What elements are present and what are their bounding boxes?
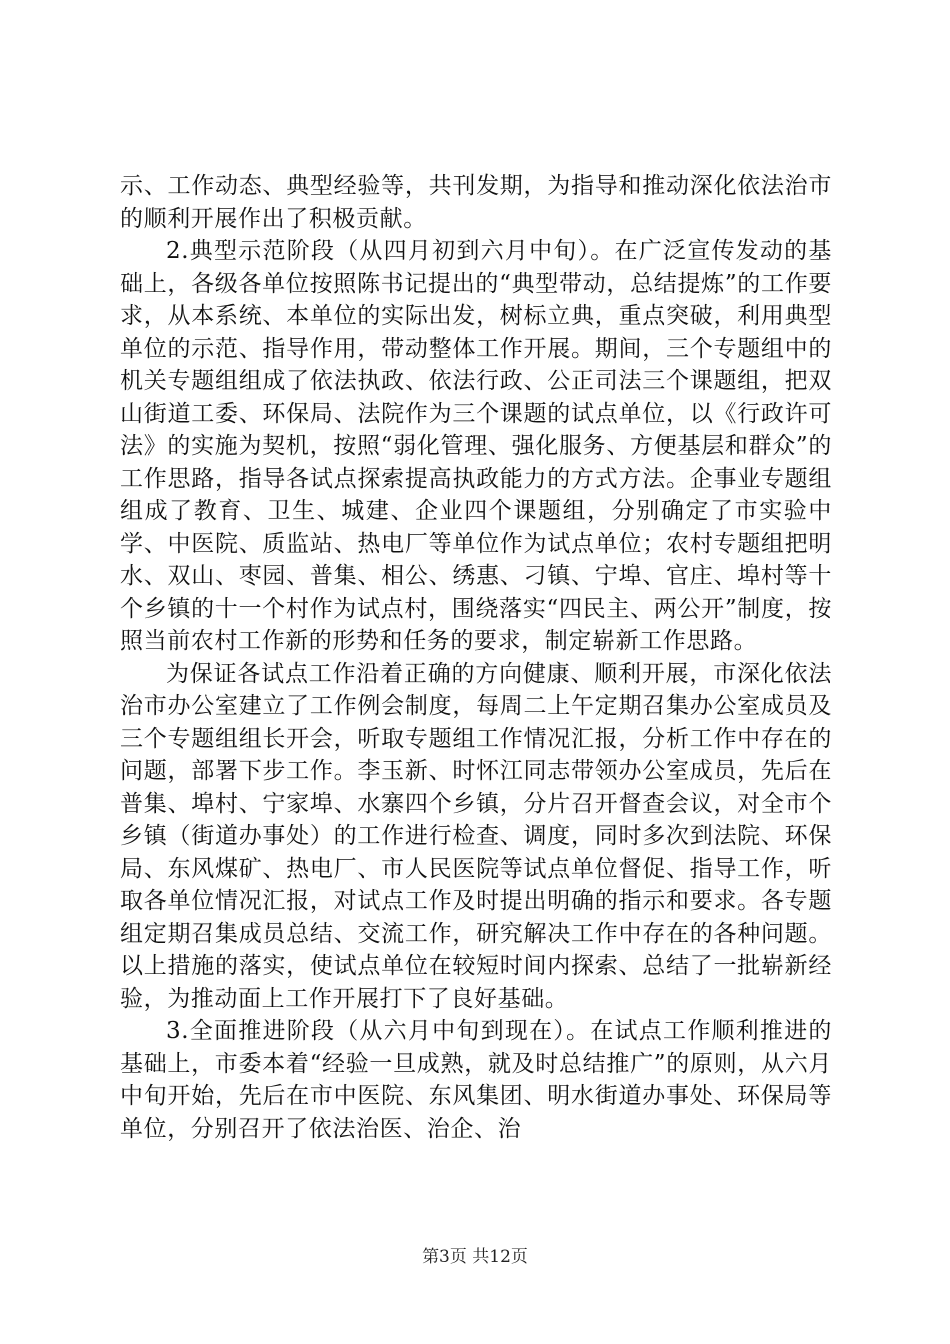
paragraph-continuation: 示、工作动态、典型经验等，共刊发期，为指导和推动深化依法治市的顺利开展作出了积极贡献。: [120, 173, 832, 232]
paragraph-stage-3: 3.全面推进阶段（从六月中旬到现在）。在试点工作顺利推进的基础上，市委本着“经验一旦成熟，就及时总结推广”的原则，从六月中旬开始，先后在市中医院、东风集团、明水街道办事处、环保局等单位，分别召开了依法治医、治企、治: [120, 1018, 832, 1142]
page-number-footer: 第3页 共12页: [422, 1247, 528, 1267]
paragraph-pilot-work: 为保证各试点工作沿着正确的方向健康、顺利开展，市深化依法治市办公室建立了工作例会制度，每周二上午定期召集办公室成员及三个专题组组长开会，听取专题组工作情况汇报，分析工作中存在的问题，部署下步工作。李玉新、时怀江同志带领办公室成员，先后在普集、埠村、宁家埠、水寨四个乡镇，分片召开督查会议，对全市个乡镇（街道办事处）的工作进行检查、调度，同时多次到法院、环保局、东风煤矿、热电厂、市人民医院等试点单位督促、指导工作，听取各单位情况汇报，对试点工作及时提出明确的指示和要求。各专题组定期召集成员总结、交流工作，研究解决工作中存在的各种问题。以上措施的落实，使试点单位在较短时间内探索、总结了一批崭新经验，为推动面上工作开展打下了良好基础。: [120, 660, 832, 1012]
paragraph-stage-2: 2.典型示范阶段（从四月初到六月中旬）。在广泛宣传发动的基础上，各级各单位按照陈书记提出的“典型带动，总结提炼”的工作要求，从本系统、本单位的实际出发，树标立典，重点突破，利用典型单位的示范、指导作用，带动整体工作开展。期间，三个专题组中的机关专题组组成了依法执政、依法行政、公正司法三个课题组，把双山街道工委、环保局、法院作为三个课题的试点单位，以《行政许可法》的实施为契机，按照“弱化管理、强化服务、方便基层和群众”的工作思路，指导各试点探索提高执政能力的方式方法。企事业专题组组成了教育、卫生、城建、企业四个课题组，分别确定了市实验中学、中医院、质监站、热电厂等单位作为试点单位；农村专题组把明水、双山、枣园、普集、相公、绣惠、刁镇、宁埠、官庄、埠村等十个乡镇的十一个村作为试点村，围绕落实“四民主、两公开”制度，按照当前农村工作新的形势和任务的要求，制定崭新工作思路。: [120, 238, 832, 654]
document-body: [120, 170, 832, 1145]
